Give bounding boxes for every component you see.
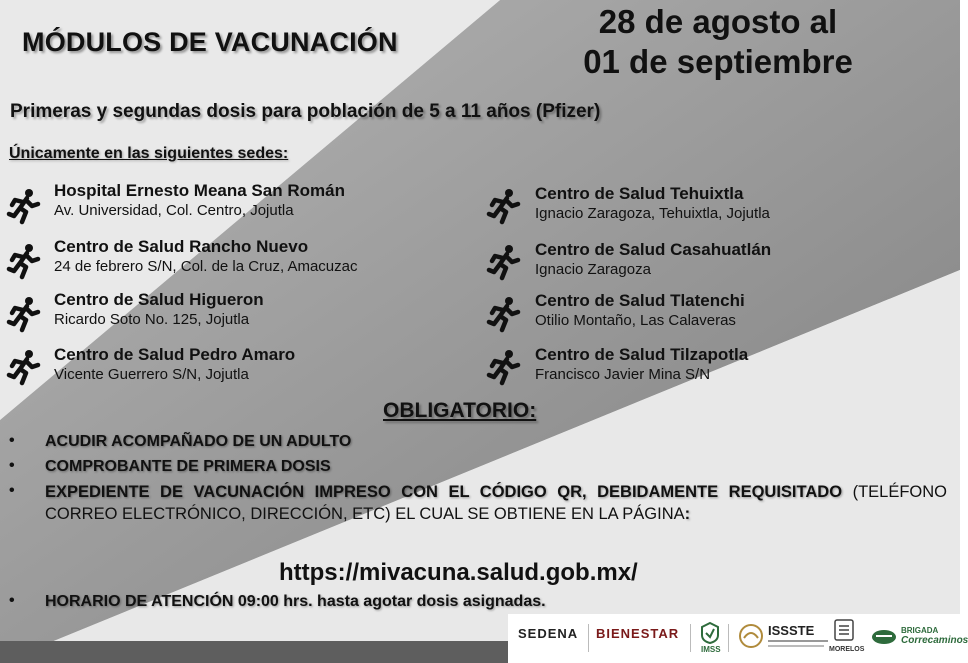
issste-logo: ISSSTE xyxy=(768,623,815,638)
site-item xyxy=(535,240,771,280)
morelos-logo: MORELOS xyxy=(829,646,865,653)
site-name: Centro de Salud Pedro Amaro xyxy=(54,345,296,364)
correcaminos-logo: Correcaminos xyxy=(901,635,968,646)
imss-logo: IMSS xyxy=(701,645,721,654)
site-item xyxy=(535,291,745,331)
site-address: Ignacio Zaragoza xyxy=(535,261,651,278)
bullet-icon: • xyxy=(9,457,15,474)
bullet-item xyxy=(9,482,15,500)
sites-heading: Únicamente en las siguientes sedes: xyxy=(9,145,289,162)
site-name: Centro de Salud Tehuixtla xyxy=(535,184,744,203)
site-name: Centro de Salud Rancho Nuevo xyxy=(54,237,309,256)
page-title: MÓDULOS DE VACUNACIÓN xyxy=(22,27,398,57)
roadrunner-icon xyxy=(870,626,898,651)
site-item xyxy=(535,184,770,224)
site-name: Hospital Ernesto Meana San Román xyxy=(54,181,345,200)
runner-icon xyxy=(6,349,40,390)
morelos-crest-icon xyxy=(833,618,855,649)
divider xyxy=(690,624,691,652)
site-name: Centro de Salud Casahuatlán xyxy=(535,240,772,259)
requirement-schedule: HORARIO DE ATENCIÓN 09:00 hrs. hasta agotar dosis asignadas. xyxy=(45,593,546,610)
brigada-logo: BRIGADA xyxy=(901,626,939,635)
site-name: Centro de Salud Tlatenchi xyxy=(535,291,745,310)
requirement-first-dose: COMPROBANTE DE PRIMERA DOSIS xyxy=(45,458,331,475)
date-range xyxy=(548,2,888,82)
site-address: Vicente Guerrero S/N, Jojutla xyxy=(54,366,249,383)
bullet-item xyxy=(9,432,15,450)
bienestar-logo: BIENESTAR xyxy=(596,626,680,641)
site-address: Ricardo Soto No. 125, Jojutla xyxy=(54,311,250,328)
runner-icon xyxy=(6,296,40,337)
requirement-record-colon: : xyxy=(684,505,691,523)
site-item xyxy=(54,290,264,330)
runner-icon xyxy=(6,188,40,229)
footer-logos xyxy=(508,614,968,663)
runner-icon xyxy=(486,188,520,229)
requirement-adult: ACUDIR ACOMPAÑADO DE UN ADULTO xyxy=(45,433,352,450)
issste-emblem-icon xyxy=(738,623,764,654)
site-address: Av. Universidad, Col. Centro, Jojutla xyxy=(54,202,294,219)
site-address: Francisco Javier Mina S/N xyxy=(535,366,711,383)
requirements-heading: OBLIGATORIO: xyxy=(383,399,537,422)
divider xyxy=(588,624,589,652)
subtitle: Primeras y segundas dosis para población de 5 a 11 años (Pfizer) xyxy=(10,101,601,122)
site-item xyxy=(535,345,748,385)
divider xyxy=(728,624,729,652)
bullet-item xyxy=(9,592,15,610)
runner-icon xyxy=(486,296,520,337)
vaccine-url[interactable]: https://mivacuna.salud.gob.mx/ xyxy=(279,559,638,586)
site-address: Otilio Montaño, Las Calaveras xyxy=(535,312,736,329)
date-end: 01 de septiembre xyxy=(583,43,853,80)
site-item xyxy=(54,181,345,221)
runner-icon xyxy=(486,244,520,285)
date-start: 28 de agosto al xyxy=(598,3,838,40)
bullet-item xyxy=(9,457,15,475)
runner-icon xyxy=(486,349,520,390)
site-item xyxy=(54,345,295,385)
issste-subtext-line xyxy=(768,645,824,647)
bullet-icon: • xyxy=(9,592,15,609)
runner-icon xyxy=(6,243,40,284)
site-name: Centro de Salud Tilzapotla xyxy=(535,345,749,364)
requirement-record-detail: (TELÉFONO CORREO ELECTRÓNICO, DIRECCIÓN, ETC) EL CUAL SE OBTIENE EN LA PÁGINA xyxy=(45,483,948,523)
site-address: Ignacio Zaragoza, Tehuixtla, Jojutla xyxy=(535,205,770,222)
issste-subtext-line xyxy=(768,640,828,642)
requirement-record-bold: EXPEDIENTE DE VACUNACIÓN IMPRESO CON EL CÓDIGO QR, DEBIDAMENTE REQUISITADO xyxy=(45,483,843,501)
bullet-icon: • xyxy=(9,432,15,449)
site-item xyxy=(54,237,357,277)
bullet-icon: • xyxy=(9,482,15,499)
requirement-record xyxy=(45,481,947,525)
site-address: 24 de febrero S/N, Col. de la Cruz, Amacuzac xyxy=(54,258,358,275)
sedena-logo: SEDENA xyxy=(518,626,579,641)
site-name: Centro de Salud Higueron xyxy=(54,290,264,309)
